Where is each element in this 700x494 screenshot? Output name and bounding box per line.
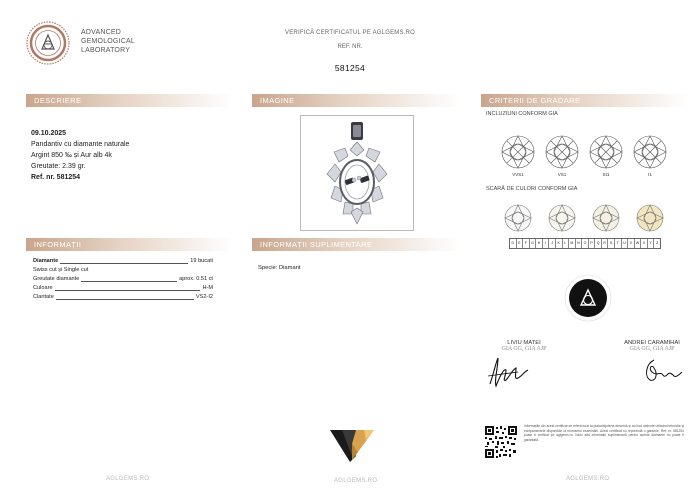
info-value-diamante: 19 bucati xyxy=(190,258,213,264)
ref-label: REF. NR. xyxy=(337,44,363,50)
color-grade-x: X xyxy=(641,239,648,248)
color-grade-p: P xyxy=(589,239,596,248)
signature-2-icon xyxy=(640,354,684,386)
criterii-header: CRITERII DE GRADARE xyxy=(481,94,689,107)
suplimentare-text: Specie: Diamant xyxy=(258,265,301,271)
qr-code xyxy=(485,426,517,458)
color-scale-title: SCARĂ DE CULORI CONFORM GIA xyxy=(486,186,578,192)
color-grade-w: W xyxy=(635,239,642,248)
info-value-culoare: H-M xyxy=(202,285,213,291)
signatory-title-1: GIA GG, GIA AJP xyxy=(501,346,547,352)
disclaimer-text: Informațiile din acest certificat se referă doar la piatra/bijuteria descrisă și au fost obținute utilizând tehnicile și echipamentele disponibile la momentul examinării. Acest certificat nu reprezintă o garanție. Ref. nr. 581254 poate fi verificat pe aglgems.ro. Nicio altă informație suplimentară pentru aceste diamante nu poate fi garantată. xyxy=(524,424,684,442)
color-grade-q: Q xyxy=(595,239,602,248)
color-grade-j: J xyxy=(549,239,556,248)
descriere-header: DESCRIERE xyxy=(26,94,234,107)
color-grade-r: R xyxy=(602,239,609,248)
color-grade-v: V xyxy=(628,239,635,248)
color-grade-z: Z xyxy=(656,241,659,245)
signature-block-1 xyxy=(484,340,564,352)
info-label-claritate: Claritate xyxy=(33,294,54,300)
brand-logo-icon xyxy=(328,426,376,464)
signatory-name-2: ANDREI CARAMIHAI xyxy=(624,340,680,346)
color-grade-u: U xyxy=(622,239,629,248)
informatii-table xyxy=(33,257,213,302)
info-row-cut xyxy=(33,266,213,275)
descriere-line-1: Pandantiv cu diamante naturale xyxy=(31,141,130,148)
color-diamond-diagrams xyxy=(500,202,670,236)
signatory-name-1: LIVIU MATEI xyxy=(507,340,541,346)
color-grade-g: G xyxy=(530,239,537,248)
informatii-header: INFORMAȚII xyxy=(26,238,234,251)
qr-code-icon xyxy=(485,426,517,458)
info-value-claritate: VS2-I2 xyxy=(195,294,213,300)
info-row-diamante xyxy=(33,257,213,266)
info-label-diamante: Diamante xyxy=(33,258,59,264)
clarity-grade-labels xyxy=(500,172,670,180)
lab-name-line-1: ADVANCED xyxy=(81,29,121,36)
lab-emblem xyxy=(564,274,612,322)
color-grade-m: M xyxy=(569,239,576,248)
signature-1 xyxy=(484,354,534,390)
verify-text: VERIFICĂ CERTIFICATUL PE AGLGEMS.RO xyxy=(285,30,415,36)
descriere-line-2: Argint 850 ‰ și Aur alb 4k xyxy=(31,152,112,159)
color-grade-t: T xyxy=(615,239,622,248)
color-grade-k: K xyxy=(556,239,563,248)
info-value-greutate: aprox. 0.51 ct xyxy=(179,276,213,282)
signature-1-icon xyxy=(484,354,534,390)
lab-seal-icon xyxy=(26,21,70,65)
info-row-greutate xyxy=(33,275,213,284)
color-grade-h: H xyxy=(536,239,543,248)
footer-link-right[interactable]: AGLGEMS.RO xyxy=(566,476,610,482)
descriere-date: 09.10.2025 xyxy=(31,130,67,137)
ref-number: 581254 xyxy=(334,63,366,73)
signatory-title-2: GIA GG, GIA AJP xyxy=(629,346,675,352)
color-grade-e: E xyxy=(517,239,524,248)
info-row-claritate xyxy=(33,293,213,302)
color-grade-n: N xyxy=(576,239,583,248)
leader-line xyxy=(55,290,201,291)
footer-link-left[interactable]: AGLGEMS.RO xyxy=(106,476,150,482)
descriere-ref: Ref. nr. 581254 xyxy=(31,174,81,181)
leader-line xyxy=(56,299,194,300)
info-row-culoare xyxy=(33,284,213,293)
leader-line xyxy=(60,263,188,264)
descriere-body xyxy=(31,128,231,183)
brand-logo xyxy=(328,426,376,464)
color-grade-l: L xyxy=(563,239,570,248)
lab-seal-logo xyxy=(26,21,70,65)
color-grade-d: D xyxy=(510,239,517,248)
leader-line xyxy=(81,281,177,282)
color-grade-y: Y xyxy=(648,239,655,248)
clarity-title: INCLUZIUNI CONFORM GIA xyxy=(486,111,558,117)
color-grade-f: F xyxy=(523,239,530,248)
signature-block-2 xyxy=(612,340,692,352)
color-scale-bar xyxy=(509,238,661,249)
color-grade-o: O xyxy=(582,239,589,248)
lab-name xyxy=(81,28,135,55)
signature-2 xyxy=(640,354,684,386)
clarity-grade-si1: SI1 xyxy=(602,172,610,177)
clarity-grade-i1: I1 xyxy=(648,172,652,177)
info-label-greutate: Greutate diamante xyxy=(33,276,80,282)
product-image-frame xyxy=(300,115,414,231)
info-label-culoare: Culoare xyxy=(33,285,53,291)
lab-emblem-icon xyxy=(564,274,612,322)
suplimentare-header: INFORMAȚII SUPLIMENTARE xyxy=(252,238,460,251)
pendant-image xyxy=(301,116,413,230)
color-scale-diagrams xyxy=(500,202,670,236)
info-label-cut: Swiss cut și Single cut xyxy=(33,267,89,273)
color-grade-i: I xyxy=(543,239,550,248)
lab-name-line-3: LABORATORY xyxy=(81,47,131,54)
footer-link-center[interactable]: AGLGEMS.RO xyxy=(334,478,378,484)
color-grade-s: S xyxy=(608,239,615,248)
imagine-header: IMAGINE xyxy=(252,94,460,107)
clarity-grade-vvs1: VVS1 xyxy=(512,172,524,177)
clarity-grade-vs1: VS1 xyxy=(557,172,567,177)
descriere-line-3: Greutate: 2.39 gr. xyxy=(31,163,86,170)
lab-name-line-2: GEMOLOGICAL xyxy=(81,38,135,45)
